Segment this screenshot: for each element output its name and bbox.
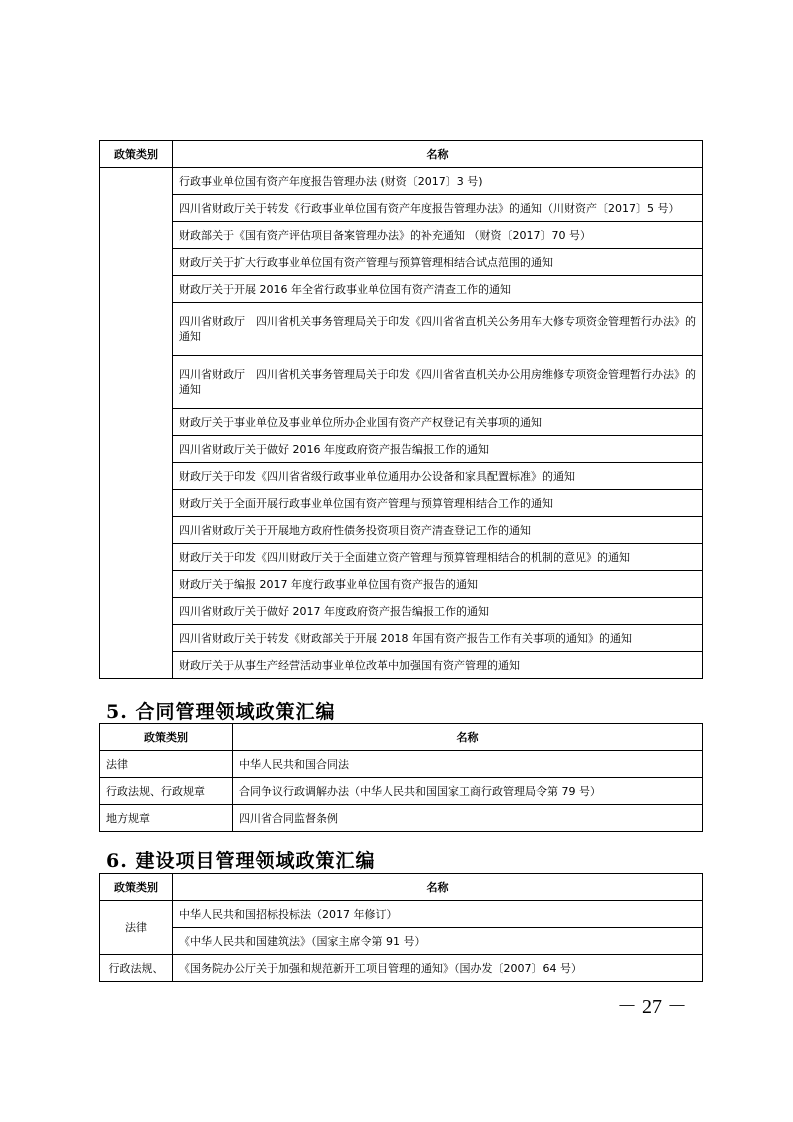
policy-table-construction xyxy=(99,873,703,982)
table-row xyxy=(100,598,703,625)
table-row xyxy=(100,571,703,598)
table-row xyxy=(100,276,703,303)
table-row xyxy=(100,463,703,490)
policy-name-cell: 四川省合同监督条例 xyxy=(233,805,703,832)
section-heading-contract: 5. 合同管理领域政策汇编 xyxy=(106,701,336,723)
policy-name-cell: 财政部关于《国有资产评估项目备案管理办法》的补充通知 （财资〔2017〕70 号） xyxy=(173,222,703,249)
table-row xyxy=(100,751,703,778)
policy-name-cell: 《中华人民共和国建筑法》（国家主席令第 91 号） xyxy=(173,928,703,955)
policy-name-cell: 四川省财政厅关于开展地方政府性债务投资项目资产清查登记工作的通知 xyxy=(173,517,703,544)
policy-name-cell: 合同争议行政调解办法（中华人民共和国国家工商行政管理局令第 79 号） xyxy=(233,778,703,805)
page-number: － 27 － xyxy=(617,996,687,1018)
policy-name-cell: 四川省财政厅关于转发《财政部关于开展 2018 年国有资产报告工作有关事项的通知》的通知 xyxy=(173,625,703,652)
policy-name-cell: 《国务院办公厅关于加强和规范新开工项目管理的通知》（国办发〔2007〕64 号） xyxy=(173,955,703,982)
policy-table-assets xyxy=(99,140,703,679)
table-row xyxy=(100,955,703,982)
table-row xyxy=(100,303,703,356)
table-row xyxy=(100,901,703,928)
policy-table-contract xyxy=(99,723,703,832)
table-row xyxy=(100,222,703,249)
table-row xyxy=(100,168,703,195)
table-header-row xyxy=(100,141,703,168)
policy-name-cell: 财政厅关于编报 2017 年度行政事业单位国有资产报告的通知 xyxy=(173,571,703,598)
table-row xyxy=(100,544,703,571)
table-row xyxy=(100,249,703,276)
policy-name-cell: 中华人民共和国合同法 xyxy=(233,751,703,778)
policy-name-cell: 行政事业单位国有资产年度报告管理办法 (财资〔2017〕3 号) xyxy=(173,168,703,195)
table-row xyxy=(100,517,703,544)
header-category: 政策类别 xyxy=(100,141,173,168)
policy-name-cell: 四川省财政厅关于做好 2017 年度政府资产报告编报工作的通知 xyxy=(173,598,703,625)
category-cell: 行政法规、行政规章 xyxy=(100,778,233,805)
table-row xyxy=(100,778,703,805)
table-header-row xyxy=(100,874,703,901)
header-name: 名称 xyxy=(173,874,703,901)
table-row xyxy=(100,490,703,517)
policy-name-cell: 财政厅关于从事生产经营活动事业单位改革中加强国有资产管理的通知 xyxy=(173,652,703,679)
policy-name-cell: 四川省财政厅 四川省机关事务管理局关于印发《四川省省直机关公务用车大修专项资金管理暂行办法》的通知 xyxy=(173,303,703,356)
table-header-row xyxy=(100,724,703,751)
category-cell: 法律 xyxy=(100,901,173,955)
policy-name-cell: 四川省财政厅 四川省机关事务管理局关于印发《四川省省直机关办公用房维修专项资金管理暂行办法》的通知 xyxy=(173,356,703,409)
header-category: 政策类别 xyxy=(100,724,233,751)
policy-name-cell: 四川省财政厅关于转发《行政事业单位国有资产年度报告管理办法》的通知（川财资产〔2017〕5 号） xyxy=(173,195,703,222)
category-cell: 行政法规、 xyxy=(100,955,173,982)
policy-name-cell: 财政厅关于开展 2016 年全省行政事业单位国有资产清查工作的通知 xyxy=(173,276,703,303)
table-row xyxy=(100,652,703,679)
policy-name-cell: 四川省财政厅关于做好 2016 年度政府资产报告编报工作的通知 xyxy=(173,436,703,463)
table-row xyxy=(100,356,703,409)
table-row xyxy=(100,409,703,436)
category-cell: 地方规章 xyxy=(100,805,233,832)
policy-name-cell: 财政厅关于印发《四川省省级行政事业单位通用办公设备和家具配置标准》的通知 xyxy=(173,463,703,490)
table-row xyxy=(100,928,703,955)
category-cell-empty xyxy=(100,168,173,679)
header-name: 名称 xyxy=(173,141,703,168)
policy-name-cell: 财政厅关于全面开展行政事业单位国有资产管理与预算管理相结合工作的通知 xyxy=(173,490,703,517)
policy-name-cell: 中华人民共和国招标投标法（2017 年修订） xyxy=(173,901,703,928)
policy-name-cell: 财政厅关于扩大行政事业单位国有资产管理与预算管理相结合试点范围的通知 xyxy=(173,249,703,276)
category-cell: 法律 xyxy=(100,751,233,778)
table-row xyxy=(100,625,703,652)
policy-name-cell: 财政厅关于印发《四川财政厅关于全面建立资产管理与预算管理相结合的机制的意见》的通知 xyxy=(173,544,703,571)
policy-name-cell: 财政厅关于事业单位及事业单位所办企业国有资产产权登记有关事项的通知 xyxy=(173,409,703,436)
table-row xyxy=(100,805,703,832)
header-category: 政策类别 xyxy=(100,874,173,901)
header-name: 名称 xyxy=(233,724,703,751)
table-row xyxy=(100,195,703,222)
table-row xyxy=(100,436,703,463)
section-heading-construction: 6. 建设项目管理领域政策汇编 xyxy=(106,850,376,872)
